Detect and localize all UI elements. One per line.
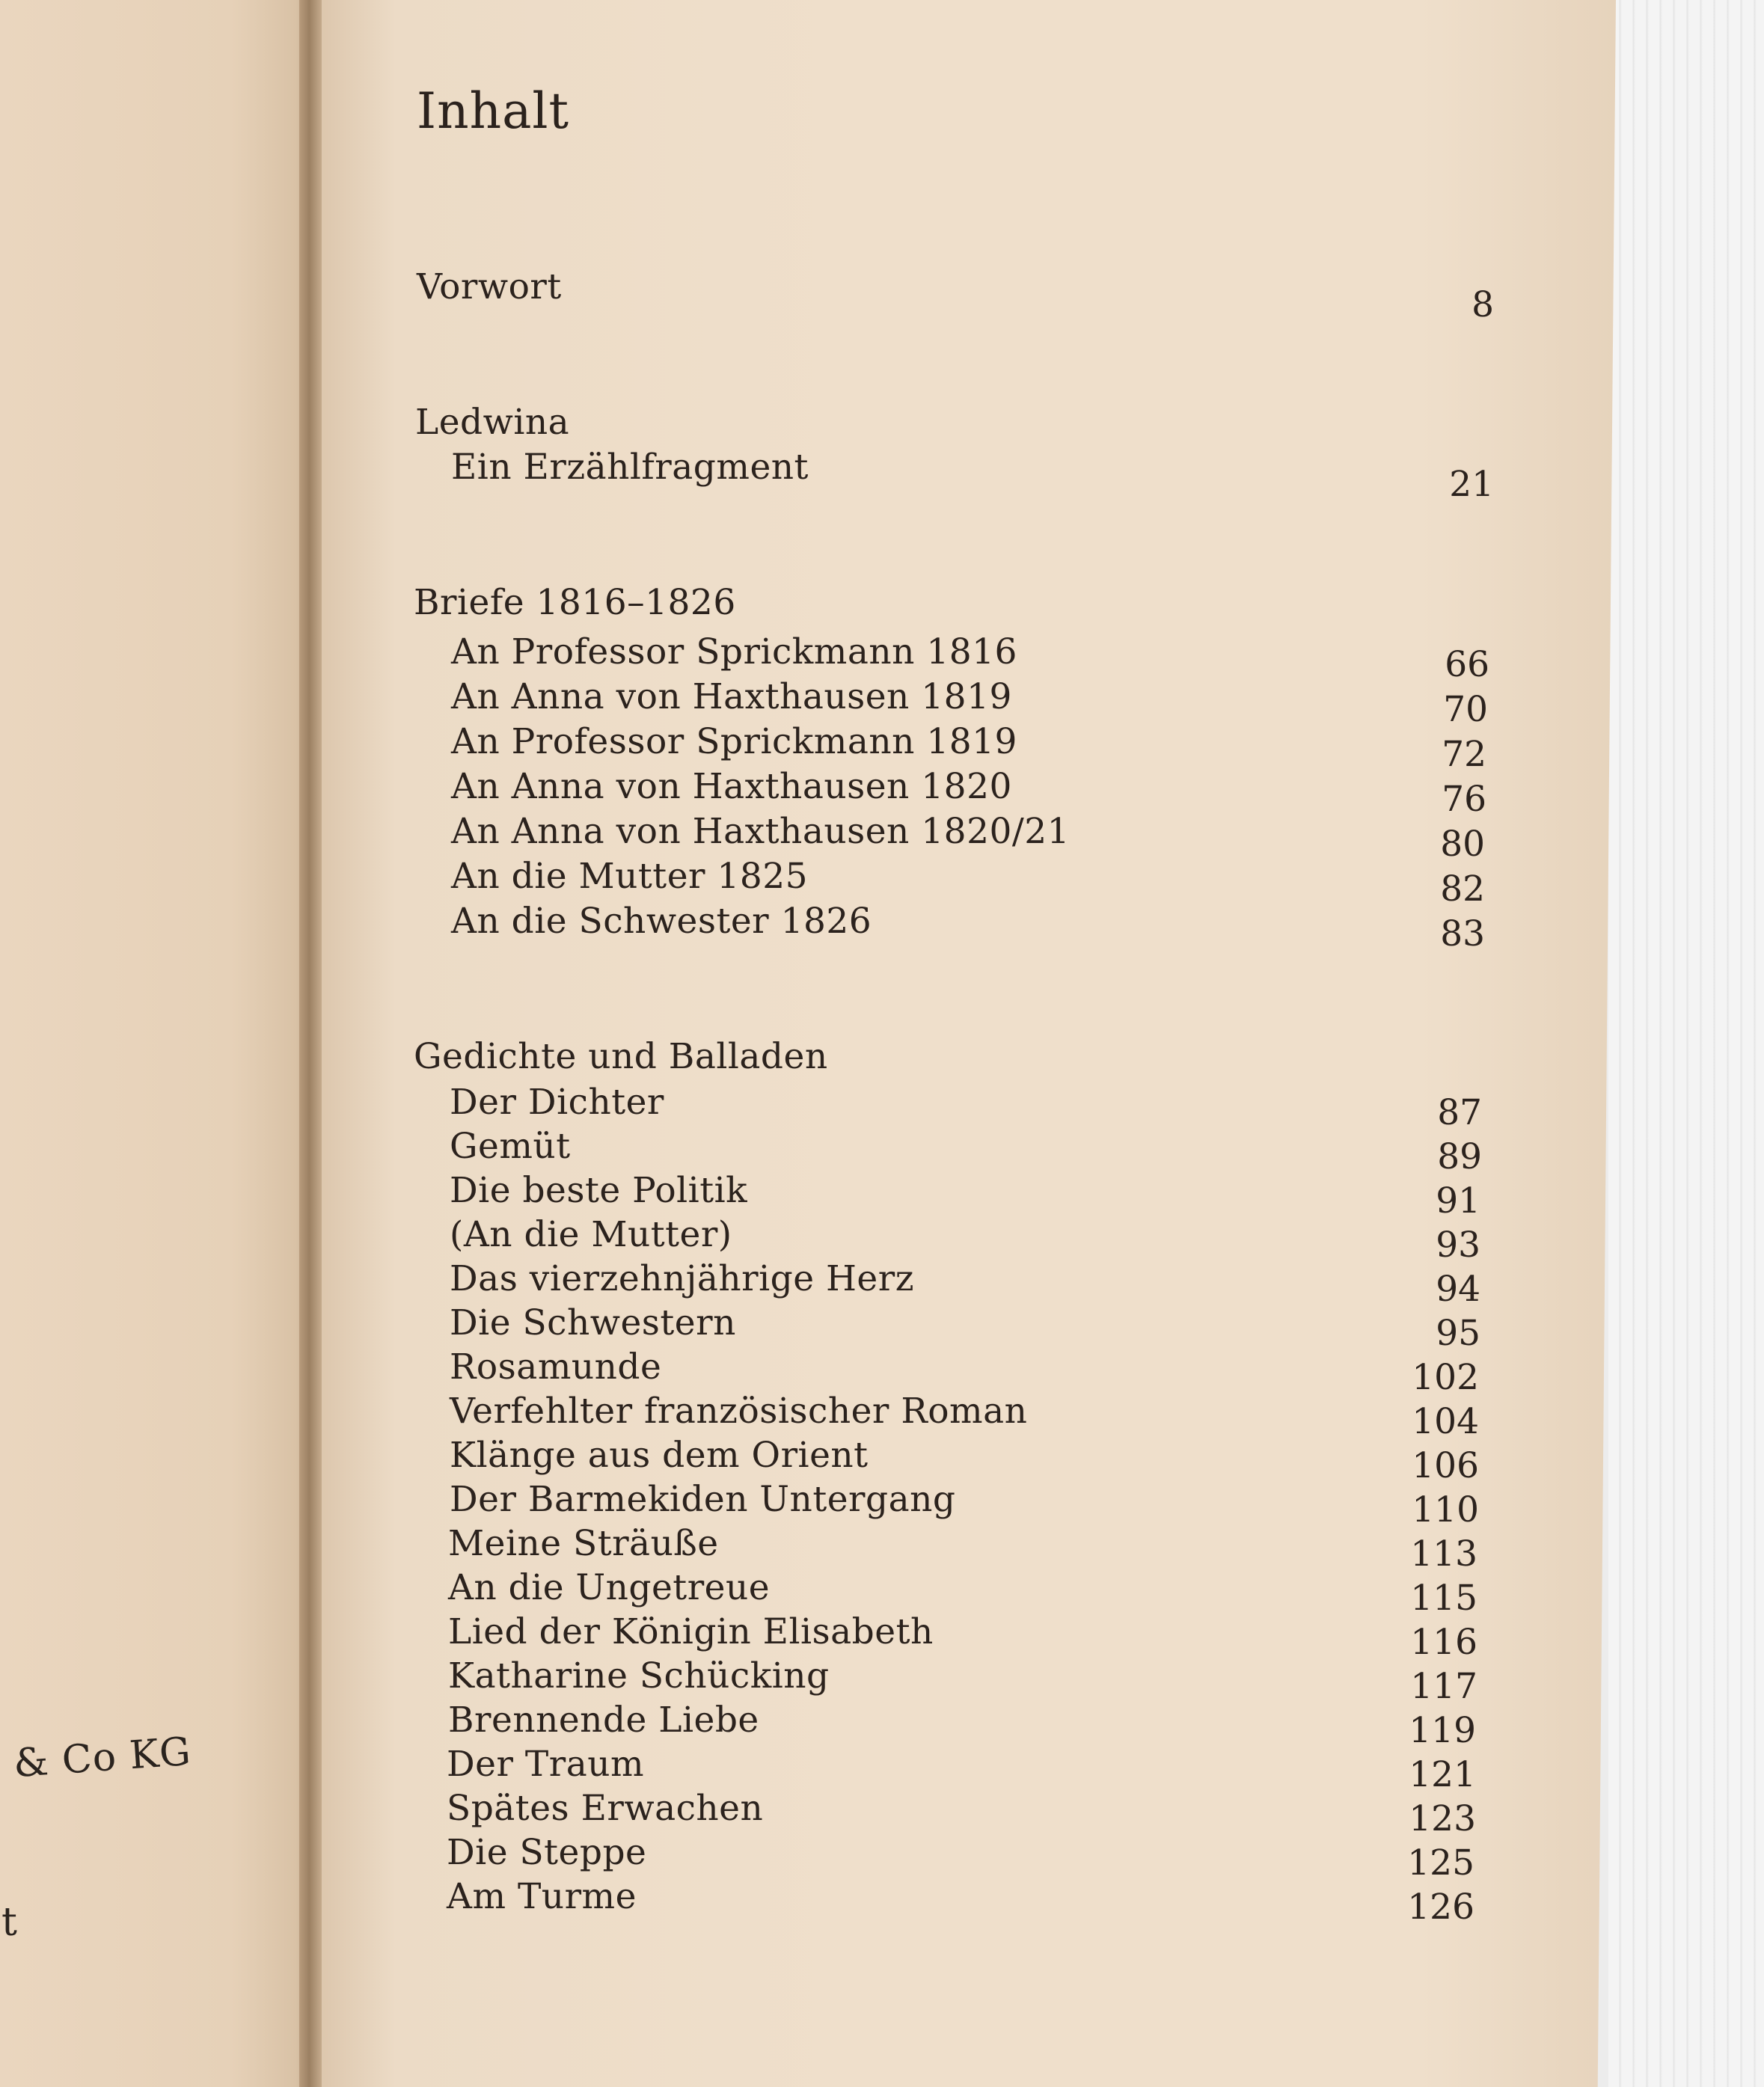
page-title: Inhalt [417,82,570,140]
toc-entry-title: Das vierzehnjährige Herz [450,1258,914,1299]
toc-entry-title: An Anna von Haxthausen 1819 [451,676,1012,717]
toc-entry-title: Der Barmekiden Untergang [450,1479,956,1520]
toc-entry-title: Verfehlter französischer Roman [450,1391,1028,1432]
section-heading: Briefe 1816–1826 [414,582,736,623]
toc-entry-title: Am Turme [447,1876,637,1917]
section-heading: Gedichte und Balladen [414,1036,828,1077]
book-gutter [299,0,322,2087]
toc-entry-title: Klänge aus dem Orient [450,1435,869,1476]
toc-page-number: 116 [1410,1622,1477,1663]
toc-page-number: 8 [1471,284,1494,325]
toc-page-number: 113 [1410,1533,1477,1575]
toc-page-number: 102 [1412,1357,1479,1398]
toc-entry-title: Spätes Erwachen [447,1788,764,1829]
toc-entry-title: An Anna von Haxthausen 1820 [451,766,1012,807]
toc-page-number: 125 [1407,1842,1474,1884]
toc-entry-title: An die Mutter 1825 [451,856,809,897]
toc-page-number: 117 [1410,1666,1477,1707]
toc-page-number: 106 [1412,1445,1479,1486]
toc-page-number: 70 [1443,689,1488,730]
toc-entry-title: An Professor Sprickmann 1819 [451,721,1017,762]
toc-page-number: 119 [1409,1710,1476,1751]
toc-page-number: 115 [1410,1578,1477,1619]
toc-entry-title: An Anna von Haxthausen 1820/21 [451,811,1071,852]
toc-page-number: 87 [1437,1092,1482,1133]
toc-page-number: 110 [1412,1489,1479,1530]
toc-page-number: 121 [1409,1754,1476,1795]
toc-page-number: 83 [1440,913,1485,954]
toc-page-number: 126 [1407,1887,1474,1928]
toc-page-number: 93 [1436,1225,1480,1266]
toc-page-number: 91 [1436,1180,1480,1222]
toc-entry-title: Die Schwestern [450,1302,736,1343]
toc-page-number: 82 [1440,868,1485,910]
toc-page-number: 95 [1436,1313,1480,1354]
left-page-fragment: & Co KG [12,1729,193,1787]
toc-entry-title: (An die Mutter) [450,1214,732,1255]
section-heading: Ledwina [415,402,570,443]
toc-page-number: 104 [1412,1401,1479,1442]
left-page-fragment: t [1,1900,18,1945]
toc-entry-title: An Professor Sprickmann 1816 [451,631,1017,672]
toc-page-number: 21 [1449,464,1494,505]
toc-entry-title: Der Traum [447,1744,645,1785]
left-page [0,0,308,2087]
toc-entry-title: Meine Sträuße [448,1523,719,1564]
toc-entry-title: Der Dichter [450,1082,664,1123]
toc-entry-title: Die beste Politik [450,1170,748,1211]
toc-page-number: 76 [1442,779,1486,820]
toc-page-number: 72 [1442,734,1486,775]
toc-entry-title: Ein Erzählfragment [451,447,809,488]
toc-entry-title: An die Schwester 1826 [451,901,872,942]
toc-page-number: 123 [1409,1798,1476,1839]
toc-page-number: 89 [1437,1136,1482,1177]
toc-page-number: 66 [1445,644,1489,685]
background-surface [1608,0,1764,2087]
toc-entry-title: Vorwort [417,266,562,307]
toc-entry-title: Brennende Liebe [448,1700,759,1741]
toc-entry-title: Lied der Königin Elisabeth [448,1611,934,1652]
toc-entry-title: Die Steppe [447,1832,647,1873]
toc-entry-title: Katharine Schücking [448,1655,830,1697]
toc-page-number: 94 [1436,1269,1480,1310]
toc-entry-title: Gemüt [450,1126,571,1167]
toc-entry-title: An die Ungetreue [448,1567,771,1608]
toc-entry-title: Rosamunde [450,1346,662,1388]
toc-page-number: 80 [1440,824,1485,865]
